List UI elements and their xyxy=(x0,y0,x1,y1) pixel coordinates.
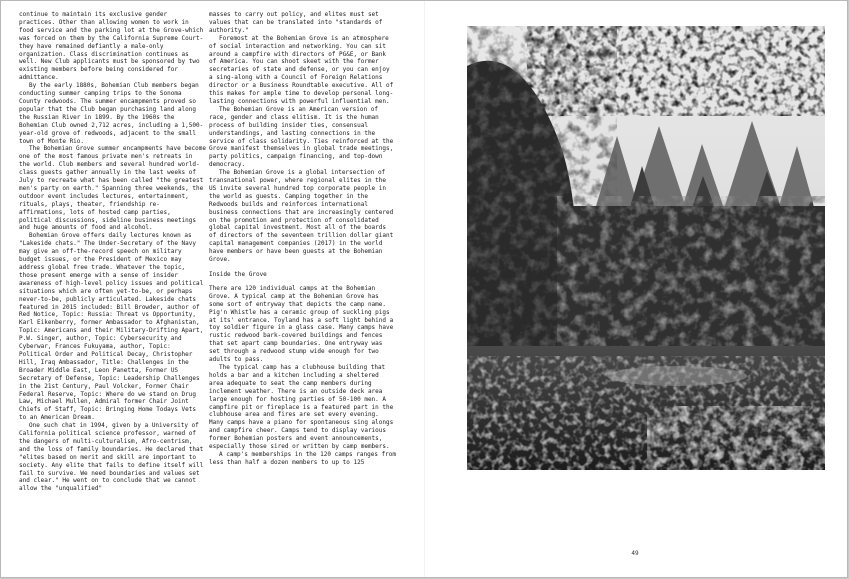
paragraph: By the early 1880s, Bohemian Club members began conducting summer camping trips to the Sonoma County redwoods. The summer encampments proved so popular that the Club began purchasing land along the Russian River in 1899. By the 1960s the Bohemian Club owned 2,712 acres, including a 1,500-year-old grove of redwoods, adjacent to the small town of Monte Rio. xyxy=(19,82,204,145)
book-spread xyxy=(1,1,847,577)
paragraph: The Bohemian Grove is a global intersection of transnational power, where regional elites in the US invite several hundred top corporate people in the world as guests. Camping together in the Redwoods builds and reinforces international business connections that are increasingly centered on the promotion and protection of consolidated global capital investment. Most all of the boards of directors of the seventeen trillion dollar giant capital management companies (2017) in the world have members or have been guests at the Bohemian Grove. xyxy=(209,169,394,264)
paragraph: The Bohemian Grove summer encampments have become one of the most famous private men's retreats in the world. Club members and several hundred world-class guests gather annually in the last weeks of July to recreate what has been called "the greatest men's party on earth." Spanning three weekends, the outdoor event includes lectures, entertainment, rituals, plays, theater, friendship re-affirmations, lots of hosted camp parties, political discussions, sideline business meetings and huge amounts of food and alcohol. xyxy=(19,145,207,232)
paragraph: Bohemian Grove offers daily lectures known as "Lakeside chats." The Under-Secretary of the Navy may give an off-the-record speech on military budget issues, or the President of Mexico may address global free trade. Whatever the topic, those present emerge with a sense of insider awareness of high-level policy issues and political situations which are often yet-to-be, or perhaps never-to-be, publicly articulated. Lakeside chats featured in 2015 included: Bill Browder, author of Red Notice, Topic: Russia: Threat vs Opportunity, Karl Eikenberry, former Ambassador to Afghanistan, Topic: Americans and their Military-Drifting Apart, P.W. Singer, author, Topic: Cybersecurity and Cyberwar, Frances Fukuyama, author, Topic: Political Order and Political Decay, Christopher Hill, Iraq Ambassador, Title: Challenges in the Broader Middle East, Leon Panetta, Former US Secretary of Defense, Topic: Leadership Challenges in the 21st Century, Paul Volcker, Former Chair Federal Reserve, Topic: Where do we stand on Drug Law, Michael Mullen, Admiral former Chair Joint Chiefs of Staff, Topic: Bringing Home Todays Vets to an American Dream. xyxy=(19,232,204,422)
paragraph: Foremost at the Bohemian Grove is an atmosphere of social interaction and networking. You can sit around a campfire with directors of PG&E, or Bank of America. You can shoot skeet with the former secretaries of state and defense, or you can enjoy a sing-along with a Council of Foreign Relations director or a Business Roundtable executive. All of this makes for ample time to develop personal long-lasting connections with powerful influential men. xyxy=(209,34,394,105)
left-column xyxy=(19,11,206,493)
paragraph: continue to maintain its exclusive gender practices. Other than allowing women to work in food service and the parking lot at the Grove-which was forced on them by the California Supreme Court-they have remained defiantly a male-only organization. Class discrimination continues as well. New Club applicants must be sponsored by two existing members before being considered for admittance. xyxy=(19,11,204,82)
paragraph: The Bohemian Grove is an American version of race, gender and class elitism. It is the human process of building insider ties, consensual understandings, and lasting connections in the service of class solidarity. Ties reinforced at the Grove manifest themselves in global trade meetings, party politics, campaign financing, and top-down democracy. xyxy=(209,105,394,169)
forest-photo-icon xyxy=(467,26,825,470)
page-number: 49 xyxy=(631,550,639,557)
section-heading: Inside the Grove xyxy=(209,271,267,278)
page-gutter xyxy=(424,1,425,577)
paragraph: A camp's memberships in the 120 camps ranges from less than half a dozen members to up to 125 xyxy=(209,450,397,466)
paragraph: The typical camp has a clubhouse building that holds a bar and a kitchen including a sheltered area adequate to seat the camp members during inclement weather. There is an outside deck area large enough for hosting parties of 50-100 men. A campfire pit or fireplace is a featured part in the clubhouse area and fires are set every evening. Many camps have a piano for spontaneous sing alongs and campfire cheer. Camps tend to display various former Bohemian posters and event announcements, especially those sired or written by camp members. xyxy=(209,363,394,451)
paragraph: One such chat in 1994, given by a University of California political science professor, warned of the dangers of multi-culturalism, Afro-centrism, and the loss of family boundaries. He declared that "elites based on merit and skill are important to society. Any elite that fails to define itself will fail to survive. We need boundaries and values set and clear." He went on to conclude that we cannot allow the "unqualified" xyxy=(19,422,204,493)
paragraph: There are 120 individual camps at the Bohemian Grove. A typical camp at the Bohemian Grove has some sort of entryway that depicts the camp name. Pig'n Whistle has a ceramic group of suckling pigs at its' entrance. Toyland has a soft light behind a toy soldier figure in a glass case. Many camps have rustic redwood bark-covered buildings and fences that set apart camp boundaries. One entryway was set through a redwood stump wide enough for two adults to pass. xyxy=(209,284,394,364)
right-column xyxy=(209,11,396,467)
paragraph: masses to carry out policy, and elites must set values that can be translated into "standards of authority." xyxy=(209,11,383,34)
